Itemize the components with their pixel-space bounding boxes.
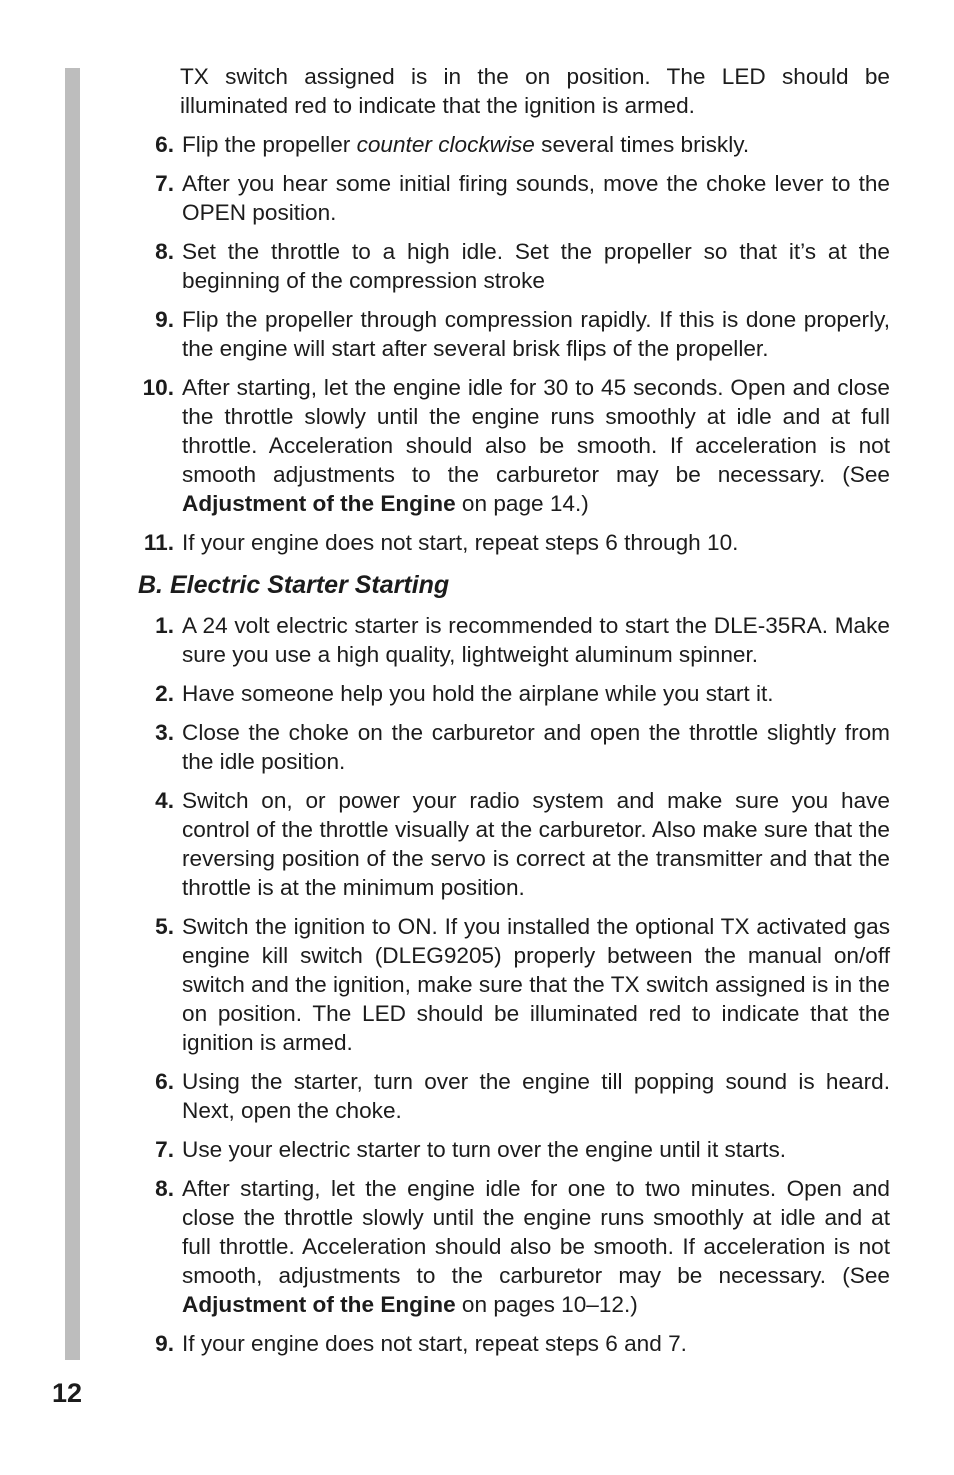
step-text: A 24 volt electric starter is recommended to start the DLE-35RA. Make sure you use a high quality, lightweight aluminum spinner. — [182, 613, 890, 667]
step-number: 2. — [155, 681, 174, 706]
step-number: 10. — [142, 375, 174, 400]
list-item — [138, 786, 890, 902]
margin-bar — [65, 68, 80, 1360]
step-number: 7. — [155, 1137, 174, 1162]
step-text: Use your electric starter to turn over the engine until it starts. — [182, 1137, 787, 1162]
step-number: 11. — [143, 530, 174, 555]
step-number: 3. — [155, 720, 174, 745]
cross-reference: Adjustment of the Engine — [182, 1292, 456, 1317]
step-text: Set the throttle to a high idle. Set the propeller so that it’s at the beginning of the compression stroke — [182, 239, 890, 293]
list-item — [138, 679, 890, 708]
list-item — [138, 528, 890, 557]
list-item — [138, 1329, 890, 1358]
step-number: 9. — [155, 307, 174, 332]
step-number: 6. — [155, 132, 174, 157]
step-text: Switch the ignition to ON. If you installed the optional TX activated gas engine kill switch (DLEG9205) properly between the manual on/off switch and the ignition, make sure that the TX switch assigned is in the on position. The LED should be illuminated red to indicate that the ignition is armed. — [182, 914, 890, 1055]
list-item: 6. Flip the propeller counter clockwise several times briskly. — [138, 130, 890, 159]
list-item — [138, 1135, 890, 1164]
step-number: 8. — [155, 1176, 174, 1201]
cross-reference: Adjustment of the Engine — [182, 491, 456, 516]
step-text: Switch on, or power your radio system and make sure you have control of the throttle visually at the carburetor. Also make sure that the reversing position of the servo is correct at the transmitter and that the throttle is at the minimum position. — [182, 788, 890, 900]
step-text: If your engine does not start, repeat steps 6 through 10. — [182, 530, 739, 555]
step-number: 1. — [155, 613, 174, 638]
list-item: 10. After starting, let the engine idle for 30 to 45 seconds. Open and close the throttle slowly until the engine runs smoothly at idle and at full throttle. Acceleration should also be smooth. If acceleration is not smooth adjustments to the carburetor may be necessary. (See Adjustment of the Engine on page 14.) — [138, 373, 890, 518]
step-number: 9. — [155, 1331, 174, 1356]
section-heading: B. Electric Starter Starting — [138, 571, 450, 599]
list-item — [138, 1067, 890, 1125]
step-number: 4. — [155, 788, 174, 813]
list-item — [138, 305, 890, 363]
step-number: 6. — [155, 1069, 174, 1094]
list-item — [138, 237, 890, 295]
list-item: 8. After starting, let the engine idle for one to two minutes. Open and close the throttle slowly until the engine runs smoothly at idle and at full throttle. Acceleration should also be smooth. If acceleration is not smooth, adjustments to the carburetor may be necessary. (See Adjustment of the Engine on pages 10–12.) — [138, 1174, 890, 1319]
page-content — [138, 62, 890, 1368]
list-item — [138, 169, 890, 227]
list-item — [138, 611, 890, 669]
step-text: Close the choke on the carburetor and open the throttle slightly from the idle position. — [182, 720, 890, 774]
step-number: 8. — [155, 239, 174, 264]
list-item — [138, 718, 890, 776]
page-number: 12 — [52, 1378, 83, 1408]
step-text: Using the starter, turn over the engine till popping sound is heard. Next, open the choke. — [182, 1069, 890, 1123]
continuation-paragraph: TX switch assigned is in the on position. The LED should be illuminated red to indicate that the ignition is armed. — [180, 64, 890, 118]
step-text: If your engine does not start, repeat steps 6 and 7. — [182, 1331, 687, 1356]
step-number: 7. — [155, 171, 174, 196]
list-item — [138, 912, 890, 1057]
step-text: After you hear some initial firing sounds, move the choke lever to the OPEN position. — [182, 171, 890, 225]
step-text: Have someone help you hold the airplane while you start it. — [182, 681, 774, 706]
step-text: Flip the propeller through compression rapidly. If this is done properly, the engine will start after several brisk flips of the propeller. — [182, 307, 890, 361]
step-number: 5. — [155, 914, 174, 939]
